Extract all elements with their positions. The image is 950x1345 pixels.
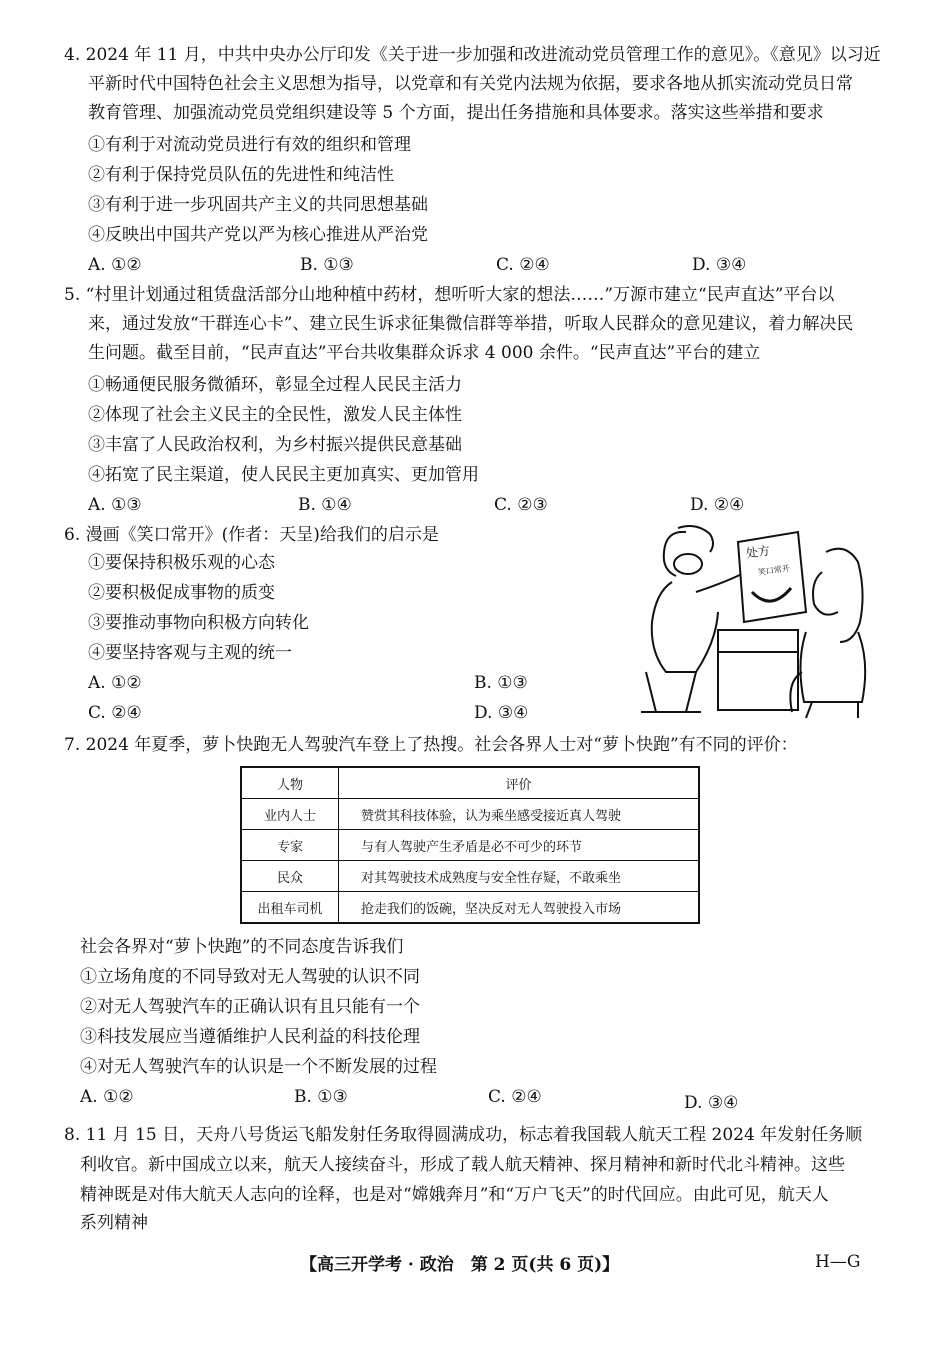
table-row [241, 892, 699, 924]
q7-item-2: ②对无人驾驶汽车的正确认识有且只能有一个 [80, 997, 420, 1017]
q5-item-3: ③丰富了人民政治权利，为乡村振兴提供民意基础 [88, 435, 462, 455]
q6-item-2: ②要积极促成事物的质变 [88, 583, 275, 603]
table-cell-person: 专家 [241, 830, 339, 861]
q4-item-3: ③有利于进一步巩固共产主义的共同思想基础 [88, 195, 428, 215]
q7-option-c: C. ②④ [488, 1087, 542, 1107]
cartoon-image [626, 522, 872, 722]
q5-stem-line-2: 来，通过发放“干群连心卡”、建立民生诉求征集微信群等举措，听取人民群众的意见建议，着力解决民 [88, 314, 854, 334]
q5-item-1: ①畅通便民服务微循环，彰显全过程人民民主活力 [88, 375, 462, 395]
table-cell-evaluation: 对其驾驶技术成熟度与安全性存疑，不敢乘坐 [339, 861, 700, 892]
q4-stem-line-1: 4. 2024 年 11 月，中共中央办公厅印发《关于进一步加强和改进流动党员管理工作的意见》。《意见》以习近 [64, 45, 881, 65]
cartoon-sign-title: 处方 [745, 543, 771, 561]
q4-option-d: D. ③④ [692, 255, 747, 275]
q7-option-b: B. ①③ [294, 1087, 348, 1107]
table-cell-evaluation: 与有人驾驶产生矛盾是必不可少的环节 [339, 830, 700, 861]
q5-item-4: ④拓宽了民主渠道，使人民民主更加真实、更加管用 [88, 465, 479, 485]
q5-option-b: B. ①④ [298, 495, 352, 515]
q4-stem-line-2: 平新时代中国特色社会主义思想为指导，以党章和有关党内法规为依据，要求各地从抓实流动党员日常 [88, 74, 853, 94]
q6-option-a: A. ①② [88, 673, 142, 693]
paper-code: H—G [815, 1252, 861, 1272]
q7-follow: 社会各界对“萝卜快跑”的不同态度告诉我们 [80, 937, 404, 957]
q5-option-d: D. ②④ [690, 495, 745, 515]
table-cell-evaluation: 抢走我们的饭碗，坚决反对无人驾驶投入市场 [339, 892, 700, 924]
q6-item-1: ①要保持积极乐观的心态 [88, 553, 275, 573]
q4-option-b: B. ①③ [300, 255, 354, 275]
q6-option-b: B. ①③ [474, 673, 528, 693]
q4-option-c: C. ②④ [496, 255, 550, 275]
q4-item-1: ①有利于对流动党员进行有效的组织和管理 [88, 135, 411, 155]
q8-stem-line-4: 系列精神 [80, 1213, 148, 1233]
q6-option-c: C. ②④ [88, 703, 142, 723]
q7-item-1: ①立场角度的不同导致对无人驾驶的认识不同 [80, 967, 420, 987]
q6-item-4: ④要坚持客观与主观的统一 [88, 643, 292, 663]
q5-stem-line-1: 5. “村里计划通过租赁盘活部分山地种植中药材，想听听大家的想法……”万源市建立“民声直达”平台以 [64, 285, 835, 305]
table-cell-evaluation: 赞赏其科技体验，认为乘坐感受接近真人驾驶 [339, 799, 700, 830]
q5-item-2: ②体现了社会主义民主的全民性，激发人民主体性 [88, 405, 462, 425]
q7-item-4: ④对无人驾驶汽车的认识是一个不断发展的过程 [80, 1057, 437, 1077]
page-footer: 【高三开学考 · 政治 第 2 页(共 6 页)】 [300, 1255, 620, 1275]
q4-item-4: ④反映出中国共产党以严为核心推进从严治党 [88, 225, 428, 245]
q7-option-a: A. ①② [80, 1087, 134, 1107]
table-cell-person: 民众 [241, 861, 339, 892]
table-cell-person: 出租车司机 [241, 892, 339, 924]
q5-option-c: C. ②③ [494, 495, 548, 515]
q6-stem: 6. 漫画《笑口常开》(作者：天呈)给我们的启示是 [64, 525, 439, 545]
q8-stem-line-1: 8. 11 月 15 日，天舟八号货运飞船发射任务取得圆满成功，标志着我国载人航天工程 2024 年发射任务顺 [64, 1125, 863, 1145]
table-header-evaluation: 评价 [339, 767, 700, 799]
table-row [241, 861, 699, 892]
q7-option-d: D. ③④ [684, 1093, 739, 1113]
q7-stem: 7. 2024 年夏季，萝卜快跑无人驾驶汽车登上了热搜。社会各界人士对“萝卜快跑”有不同的评价： [64, 735, 798, 755]
q4-stem-line-3: 教育管理、加强流动党员党组织建设等 5 个方面，提出任务措施和具体要求。落实这些举措和要求 [88, 103, 824, 123]
q7-item-3: ③科技发展应当遵循维护人民利益的科技伦理 [80, 1027, 420, 1047]
cartoon-sign-text: 笑口常开 [757, 563, 791, 578]
q5-stem-line-3: 生问题。截至目前，“民声直达”平台共收集群众诉求 4 000 余件。“民声直达”平台的建立 [88, 343, 761, 363]
q6-item-3: ③要推动事物向积极方向转化 [88, 613, 309, 633]
table-row [241, 799, 699, 830]
table-row [241, 830, 699, 861]
q4-item-2: ②有利于保持党员队伍的先进性和纯洁性 [88, 165, 394, 185]
q8-stem-line-3: 精神既是对伟大航天人志向的诠释，也是对“嫦娥奔月”和“万户飞天”的时代回应。由此可见，航天人 [80, 1185, 829, 1205]
table-header-row [241, 767, 699, 799]
evaluation-table [240, 766, 700, 924]
q8-stem-line-2: 利收官。新中国成立以来，航天人接续奋斗，形成了载人航天精神、探月精神和新时代北斗精神。这些 [80, 1155, 845, 1175]
table-cell-person: 业内人士 [241, 799, 339, 830]
table-header-person: 人物 [241, 767, 339, 799]
q5-option-a: A. ①③ [88, 495, 142, 515]
q6-option-d: D. ③④ [474, 703, 529, 723]
q4-option-a: A. ①② [88, 255, 142, 275]
